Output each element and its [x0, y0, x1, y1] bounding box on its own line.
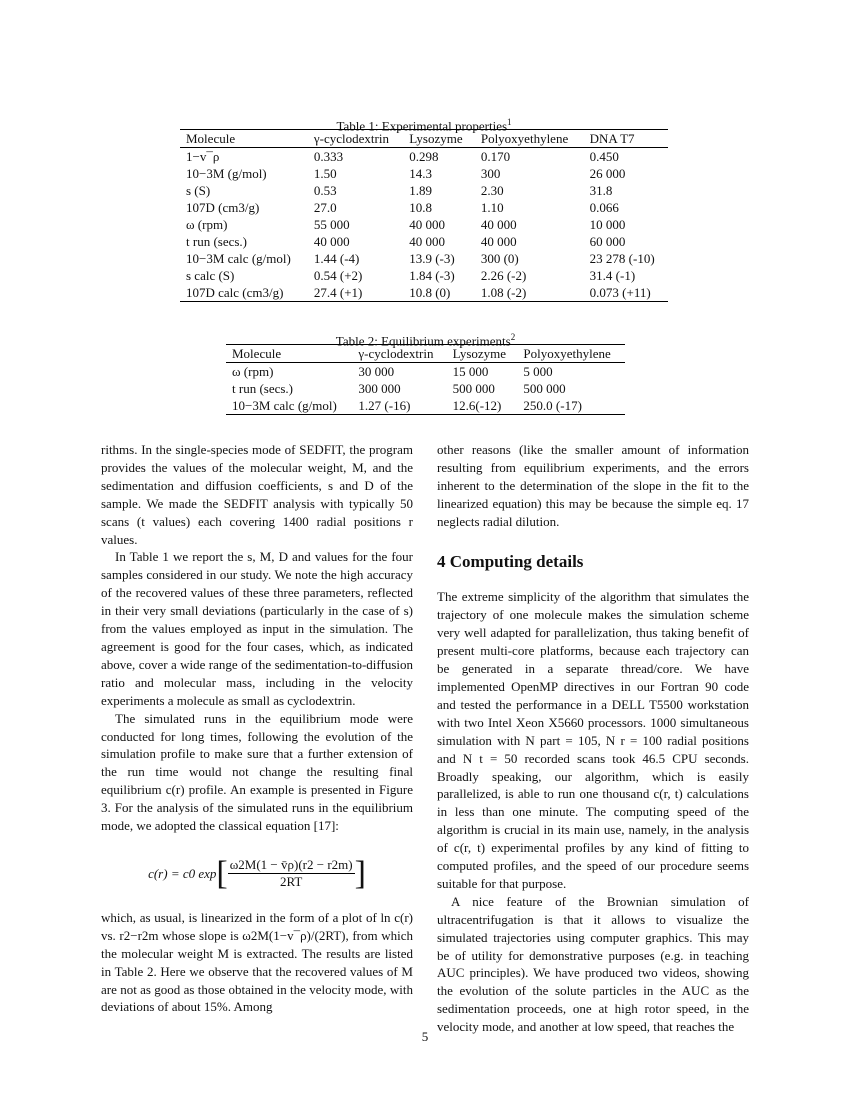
table1-cell: 10.8 (0)	[403, 284, 475, 302]
table1-cell: 40 000	[480, 217, 517, 232]
equation-denominator: 2RT	[279, 874, 303, 890]
table2-cell: 500 000	[452, 381, 495, 396]
table1-row	[180, 199, 668, 216]
experimental-properties-table	[180, 129, 668, 302]
table2-row	[226, 363, 625, 381]
table1-cell: 40 000	[480, 234, 517, 249]
equation-right-bracket: ]	[354, 854, 366, 892]
table1-cell: 1.08 (-2)	[475, 284, 584, 302]
left-column	[101, 441, 413, 1016]
table1-cell: 1.89	[409, 183, 432, 198]
table1-header-cell: Molecule	[180, 130, 308, 148]
table1-cell: 0.073 (+11)	[584, 284, 668, 302]
table1-cell: 300	[480, 166, 501, 181]
table2-cell: 250.0 (-17)	[517, 397, 625, 415]
table1-cell: 0.333	[313, 149, 344, 164]
right-paragraph-3: A nice feature of the Brownian simulation of ultracentrifugation is that it allows to visualize the simulated trajectories using computer graphics. This may be of utility for demonstrative purposes (e.g. in teaching AUC principles). We have produced two videos, showing the evolution of the solute particles in the AUC as the sedimentation proceeds, one at high rotor speed, in the velocity mode, and another at low speed, that reaches the	[437, 893, 749, 1035]
equation-left-bracket: [	[216, 854, 228, 892]
equilibrium-equation	[101, 853, 413, 895]
table2-cell: t run (secs.)	[232, 381, 294, 396]
table1-header-cell: γ-cyclodextrin	[308, 130, 403, 148]
equation-fraction	[228, 857, 355, 890]
table1-cell: 27.0	[313, 200, 337, 215]
table2-cell: 10−3M calc (g/mol)	[226, 397, 352, 415]
table2-cell: 5 000	[523, 364, 553, 379]
table1-cell: 1.50	[313, 166, 337, 181]
table1-cell: 14.3	[409, 166, 432, 181]
table1-row	[180, 267, 668, 284]
table1-cell: 0.066	[589, 200, 619, 215]
table1-cell: 23 278 (-10)	[589, 251, 655, 266]
table1-cell: 2.26 (-2)	[480, 268, 527, 283]
table1-cell: s (S)	[186, 183, 211, 198]
table1-cell: 0.298	[409, 149, 439, 164]
page-number: 5	[421, 1029, 429, 1044]
table1-row	[180, 182, 668, 199]
table1-cell: s calc (S)	[186, 268, 235, 283]
table1-row	[180, 216, 668, 233]
table2-caption-text: Table 2: Equilibrium experiments	[335, 333, 511, 349]
table2-cell: 300 000	[358, 381, 401, 396]
left-paragraph-2: In Table 1 we report the s, M, D and values for the four samples considered in our study. We note the high accuracy of the recovered values of these three parameters, reflected in their very small deviations (particularly in the case of s) from the values employed as input in the simulation. The agreement is good for the four cases, which, as indicated above, cover a wide range of the sedimentation-to-diffusion ratio and molecular mass, including in the velocity experiments a molecule as small as cyclodextrin.	[101, 549, 413, 708]
table1-cell: 55 000	[313, 217, 350, 232]
table1-cell: 10.8	[409, 200, 432, 215]
table1-row	[180, 148, 668, 166]
table2-cell: 30 000	[358, 364, 395, 379]
left-paragraph-1: rithms. In the single-species mode of SEDFIT, the program provides the values of the molecular weight, M, and the sedimentation and diffusion coefficients, s and D of the sample. We made the SEDFIT analysis with typically 50 scans (t values) each covering 1400 radial positions r values.	[101, 442, 413, 547]
equilibrium-experiments-table	[226, 344, 625, 415]
table2-caption-footnote: 2	[510, 332, 516, 342]
table2-header-row	[226, 345, 625, 363]
table2-cell: 500 000	[523, 381, 566, 396]
table2-header-cell: Lysozyme	[447, 345, 518, 363]
table1-cell: 10−3M (g/mol)	[186, 166, 267, 181]
table1-cell: t run (secs.)	[186, 234, 248, 249]
table1-cell: 27.4 (+1)	[308, 284, 403, 302]
right-paragraph-2: The extreme simplicity of the algorithm that simulates the trajectory of one molecule makes the simulation scheme very well adapted for parallelization, thus taking benefit of present multi-core platforms, because each trajectory can be generated in a separate thread/core. We have implemented OpenMP directives in our Fortran 90 code and tested the performance in a DELL T5500 workstation with two Intel Xeon X5660 processors. 1000 simultaneous simulation with N part = 105, N r = 100 radial positions and N t = 50 recorded scans took 46.5 CPU seconds. Broadly speaking, our algorithm, which is easily parallelized, is able to run one thousand c(r, t) calculations in less than one minute. The computing speed of the algorithm is crucial in its main use, namely, in the analysis of c(r, t) experimental profiles by any kind of fitting to computed profiles, and the speed of our procedure seems suitable for that purpose.	[437, 589, 749, 891]
table1-cell: 60 000	[589, 234, 626, 249]
table1-cell: 0.53	[313, 183, 337, 198]
table1-cell: 10 000	[589, 217, 626, 232]
left-paragraph-3: The simulated runs in the equilibrium mode were conducted for long times, following the evolution of the simulation profile to make sure that a further extension of the run time would not change the resulting final equilibrium c(r) profile. An example is presented in Figure 3. For the analysis of the simulated runs in the equilibrium mode, we adopted the classical equation [17]:	[101, 710, 413, 834]
table2-row	[226, 397, 625, 415]
table1-row	[180, 284, 668, 302]
table1-cell: 300 (0)	[480, 251, 519, 266]
table2-header-cell: γ-cyclodextrin	[352, 345, 446, 363]
table1-cell: 40 000	[313, 234, 350, 249]
table2-cell: 1.27 (-16)	[352, 397, 446, 415]
table1-cell: 10−3M calc (g/mol)	[186, 251, 291, 266]
table1-cell: ω (rpm)	[186, 217, 228, 232]
table1-header-cell: Polyoxyethylene	[475, 130, 584, 148]
table1-cell: 0.450	[589, 149, 619, 164]
table1-caption-footnote: 1	[507, 117, 512, 127]
table1-cell: 0.54 (+2)	[313, 268, 363, 283]
table2-header-cell: Molecule	[226, 345, 352, 363]
table1-cell: 107D calc (cm3/g)	[180, 284, 308, 302]
right-column	[437, 441, 749, 1036]
table1-header-cell: DNA T7	[584, 130, 668, 148]
table1-cell: 2.30	[480, 183, 504, 198]
table1-cell: 13.9 (-3)	[409, 251, 455, 266]
table1-cell: 0.170	[480, 149, 511, 164]
table2-header-cell: Polyoxyethylene	[517, 345, 625, 363]
table1-cell: 107D (cm3/g)	[186, 200, 260, 215]
table2-cell: ω (rpm)	[232, 364, 274, 379]
equation-lhs: c(r) = c0 exp	[148, 865, 217, 881]
equation-numerator: ω2M(1 − v̄ρ)(r2 − r2m)	[229, 857, 353, 873]
table1-header-row	[180, 130, 668, 148]
table1-cell: 40 000	[409, 234, 445, 249]
table1-cell: 1−v¯ρ	[186, 149, 220, 164]
table1-cell: 31.4 (-1)	[589, 268, 636, 283]
table2-cell: 12.6(-12)	[447, 397, 518, 415]
table2-cell: 15 000	[452, 364, 489, 379]
table1-row	[180, 250, 668, 267]
table1-cell: 1.84 (-3)	[409, 268, 455, 283]
table1-header-cell: Lysozyme	[403, 130, 475, 148]
table1-cell: 1.10	[480, 200, 504, 215]
table1-cell: 1.44 (-4)	[313, 251, 360, 266]
table1-caption-text: Table 1: Experimental properties	[336, 118, 508, 134]
table1-cell: 26 000	[589, 166, 626, 181]
section-heading-computing-details: 4 Computing details	[437, 551, 584, 571]
left-paragraph-4: which, as usual, is linearized in the form of a plot of ln c(r) vs. r2−r2m whose slope is ω2M(1−v¯ρ)/(2RT), from which the molecular weight M is extracted. The results are listed in Table 2. Here we observe that the recovered values of M are not as good as those obtained in the velocity mode, with deviations of about 15%. Among	[101, 909, 413, 1015]
table1-row	[180, 233, 668, 250]
table1-cell: 31.8	[589, 183, 613, 198]
right-paragraph-1: other reasons (like the smaller amount of information resulting from equilibrium experiments, and the errors inherent to the determination of the slope in the fit to the linearized equation) this may be because the simple eq. 17 neglects radial dilution.	[437, 442, 749, 529]
table2-row	[226, 380, 625, 397]
table1-row	[180, 165, 668, 182]
table1-cell: 40 000	[409, 217, 445, 232]
